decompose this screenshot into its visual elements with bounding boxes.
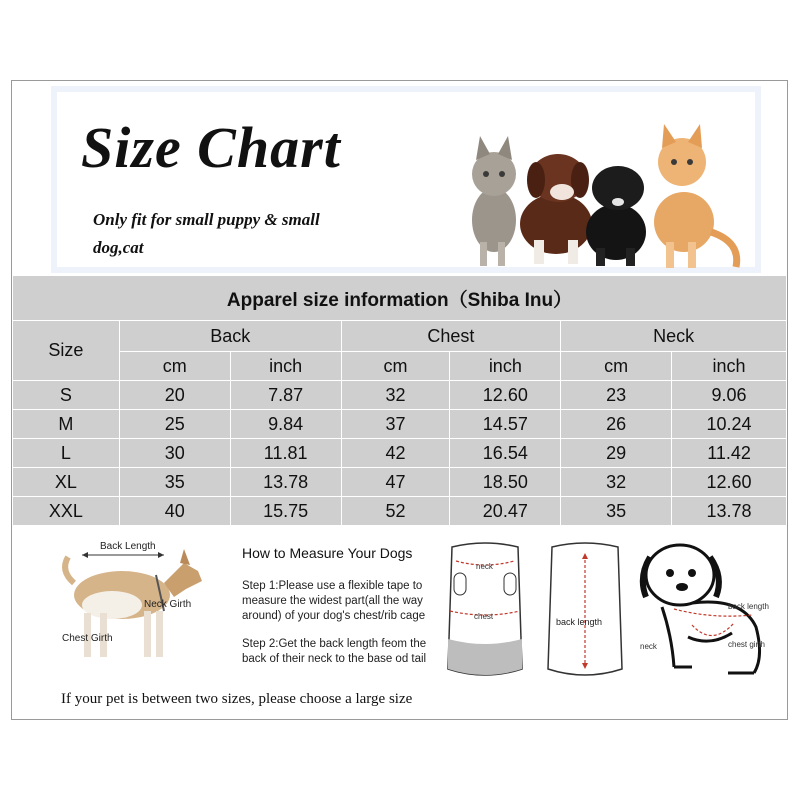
table-cell: 30 [119,439,230,468]
table-row [13,468,787,497]
unit-header: inch [672,352,787,381]
group-header-back: Back [119,321,341,352]
size-label: XXL [13,497,120,526]
table-cell: 12.60 [450,381,561,410]
table-cell: 13.78 [672,497,787,526]
table-cell: 14.57 [450,410,561,439]
table-cell: 10.24 [672,410,787,439]
back-length-label: Back Length [100,541,156,552]
unit-header: inch [230,352,341,381]
garment-chest-label: chest [474,612,494,621]
table-cell: 35 [561,497,672,526]
table-cell: 7.87 [230,381,341,410]
unit-header: inch [450,352,561,381]
size-label: L [13,439,120,468]
unit-header-row [13,352,787,381]
table-cell: 47 [341,468,450,497]
table-cell: 25 [119,410,230,439]
step-1-text [242,579,428,624]
pets-photo [456,122,746,272]
neck-girth-label: Neck Girth [144,599,192,610]
garment-back-illustration [542,539,628,681]
garment-neck-label: neck [476,562,493,571]
table-row [13,497,787,526]
grey-kitten-illustration [472,136,516,266]
table-cell: 12.60 [672,468,787,497]
table-cell: 32 [341,381,450,410]
black-puppy-illustration [586,166,646,266]
step-1-line: around) of your dog's chest/rib cage [242,610,426,622]
table-cell: 9.84 [230,410,341,439]
cartoon-neck-label: neck [640,642,657,651]
step-2-line: Step 2:Get the back length feom the [242,638,427,650]
table-cell: 16.54 [450,439,561,468]
table-cell: 20 [119,381,230,410]
table-cell: 35 [119,468,230,497]
table-cell: 37 [341,410,450,439]
size-label: XL [13,468,120,497]
table-cell: 11.42 [672,439,787,468]
cartoon-back-length-label: back length [728,602,769,611]
subtitle-line-1: Only fit for small puppy & small [93,210,320,229]
table-cell: 9.06 [672,381,787,410]
unit-header: cm [119,352,230,381]
table-row [13,410,787,439]
table-cell: 11.81 [230,439,341,468]
how-to-measure-title: How to Measure Your Dogs [242,545,413,561]
cartoon-dog-illustration [632,537,782,685]
unit-header: cm [561,352,672,381]
garment-front-illustration [442,539,528,681]
table-title: Apparel size information（Shiba Inu） [13,276,787,321]
step-1-line: measure the widest part(all the way [242,595,423,607]
table-cell: 32 [561,468,672,497]
unit-header: cm [341,352,450,381]
brown-puppy-illustration [520,154,592,264]
table-cell: 23 [561,381,672,410]
table-cell: 18.50 [450,468,561,497]
cartoon-chest-girth-label: chest girth [728,640,765,649]
chest-girth-label: Chest Girth [62,633,113,644]
table-cell: 52 [341,497,450,526]
size-advice-note: If your pet is between two sizes, please choose a large size [61,691,413,707]
dog-measure-illustration [52,535,212,675]
orange-kitten-illustration [654,124,737,268]
size-label: M [13,410,120,439]
size-label: S [13,381,120,410]
table-cell: 29 [561,439,672,468]
group-header-row [13,321,787,352]
table-row [13,381,787,410]
page-title: Size Chart [81,115,341,180]
step-2-line: back of their neck to the base od tail [242,653,427,665]
group-header-chest: Chest [341,321,561,352]
table-cell: 42 [341,439,450,468]
step-2-text [242,637,428,667]
size-header: Size [13,321,120,381]
table-cell: 20.47 [450,497,561,526]
table-cell: 26 [561,410,672,439]
subtitle-line-2: dog,cat [93,238,144,257]
table-cell: 15.75 [230,497,341,526]
header-banner [51,86,761,273]
step-1-line: Step 1:Please use a flexible tape to [242,580,423,592]
group-header-neck: Neck [561,321,787,352]
table-title-row [13,276,787,321]
table-cell: 13.78 [230,468,341,497]
size-chart-frame [11,80,788,720]
table-row [13,439,787,468]
subtitle [93,206,413,262]
measure-section [12,529,787,719]
table-cell: 40 [119,497,230,526]
size-table [12,275,787,526]
garment-back-length-label: back length [556,617,603,627]
